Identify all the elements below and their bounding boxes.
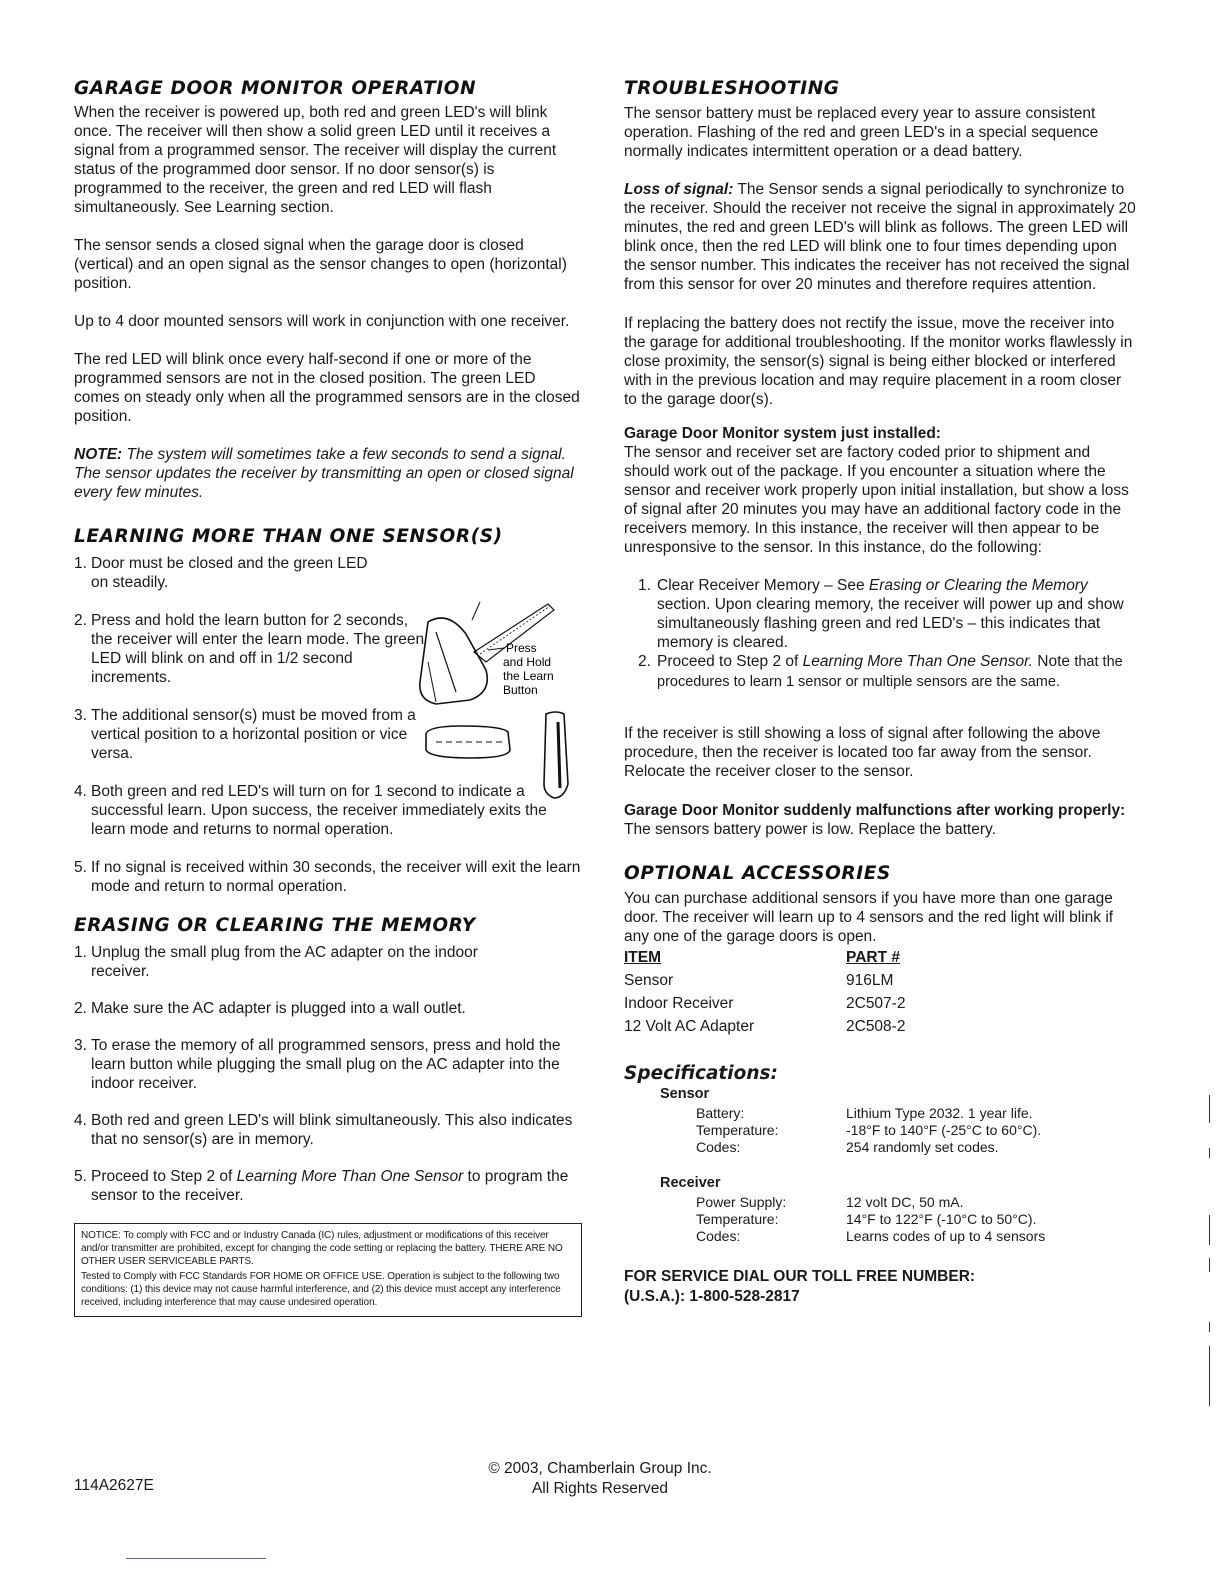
document-number: 114A2627E [74,1477,154,1494]
table-row: Indoor Receiver 2C507-2 [624,995,906,1012]
erasing-step: 1. Unplug the small plug from the AC adapter on the indoor receiver. [74,944,478,980]
service-line-1: FOR SERVICE DIAL OUR TOLL FREE NUMBER: [624,1268,976,1285]
sensor-specs [660,1085,1136,1156]
erasing-step: 5. Proceed to Step 2 of Learning More Than One Sensor to program the sensor to the receiver. [74,1168,569,1204]
spec-row: Codes: 254 randomly set codes. [696,1139,999,1155]
receiver-body [420,618,487,704]
troubleshooting-steps [624,576,1136,692]
operation-paragraph-3: Up to 4 door mounted sensors will work in conjunction with one receiver. [74,313,570,330]
just-installed-heading: Garage Door Monitor system just installed: [624,425,941,442]
learning-step: 3. The additional sensor(s) must be moved from a vertical position to a horizontal position or vice versa. [74,707,416,762]
spec-row: Temperature: 14°F to 122°F (-10°C to 50°C). [696,1211,1037,1227]
note-text: The system will sometimes take a few seconds to send a signal. The sensor updates the receiver by transmitting an open or closed signal every few minutes. [74,446,574,501]
accessories-intro: You can purchase additional sensors if you have more than one garage door. The receiver will learn up to 4 sensors and the red light will blink if any one of the garage doors is open. [624,890,1114,945]
troubleshooting-paragraph-5: If the receiver is still showing a loss of signal after following the above procedure, then the receiver is located too far away from the sensor. Relocate the receiver closer to the sensor. [624,725,1101,780]
fcc-notice-text: NOTICE: To comply with FCC and or Industry Canada (IC) rules, adjustment or modifications of this receiver and/or transmitter are prohibited, except for changing the code setting or replacing the battery. THERE ARE NO OTHER USER SERVICEABLE PARTS. [81,1230,563,1267]
fcc-compliance-text: Tested to Comply with FCC Standards FOR HOME OR OFFICE USE. Operation is subject to the following two conditions: (1) this device may not cause harmful interference, and (2) this device must accept any interference received, including interference that may cause undesired operation. [81,1271,561,1308]
specifications-heading: Specifications: [624,1063,778,1084]
service-phone: (U.S.A.): 1-800-528-2817 [624,1288,800,1305]
item-column-header: ITEM [624,949,662,966]
learning-heading: LEARNING MORE THAN ONE SENSOR(S) [74,526,503,547]
spec-row: Power Supply: 12 volt DC, 50 mA. [696,1194,964,1210]
scan-edge-mark [1209,1095,1210,1123]
spec-row: Codes: Learns codes of up to 4 sensors [696,1228,1046,1244]
operation-paragraph-1: When the receiver is powered up, both red and green LED's will blink once. The receiver will then show a solid green LED until it receives a signal from a programmed sensor. The receiver will display the current status of the programmed door sensor. If no door sensor(s) is programmed to the receiver, the green and red LED will flash simultaneously. See Learning section. [74,104,557,216]
table-row: 12 Volt AC Adapter 2C508-2 [624,1018,906,1035]
receiver-specs [660,1174,1136,1245]
operation-note [74,445,582,502]
operation-heading: GARAGE DOOR MONITOR OPERATION [74,78,477,99]
just-installed-text: The sensor and receiver set are factory coded prior to shipment and should work out of the package. If you encounter a situation where the sensor and receiver work properly upon initial installation, but show a loss of signal after 20 minutes you may have an additional factory code in the receivers memory. In this instance, the receiver will then appear to be unresponsive to the sensor. In this instance, do the following: [624,444,1129,556]
learning-step: 1. Door must be closed and the green LED on steadily. [74,555,368,591]
troubleshooting-paragraph-3: If replacing the battery does not rectify the issue, move the receiver into the garage for additional troubleshooting. If the monitor works flawlessly in close proximity, the sensor(s) signal is being either blocked or interfered with in the previous location and may require placement in a room closer to the garage door(s). [624,315,1133,408]
erasing-heading: ERASING OR CLEARING THE MEMORY [74,915,476,936]
right-column [624,78,1136,1307]
sensor-specs-title: Sensor [660,1086,710,1102]
erasing-step: 4. Both red and green LED's will blink simultaneously. This also indicates that no sensor(s) are in memory. [74,1112,573,1148]
learning-step: 2. Press and hold the learn button for 2 seconds, the receiver will enter the learn mode. The green LED will blink on and off in 1/2 second increments. [74,612,425,686]
accessories-heading: OPTIONAL ACCESSORIES [624,863,891,884]
learning-step: 4. Both green and red LED's will turn on for 1 second to indicate a successful learn. Upon success, the receiver immediately exits the learn mode and returns to normal operation. [74,783,547,838]
troubleshooting-paragraph-1: The sensor battery must be replaced every year to assure consistent operation. Flashing of the red and green LED's in a special sequence normally indicates intermittent operation or a dead battery. [624,105,1099,160]
copyright-block [460,1459,740,1499]
erasing-step: 3. To erase the memory of all programmed sensors, press and hold the learn button while plugging the small plug on the AC adapter into the indoor receiver. [74,1037,561,1092]
note-label: NOTE: [74,446,123,463]
spec-row: Battery: Lithium Type 2032. 1 year life. [696,1105,1033,1121]
troubleshooting-step: 2. Proceed to Step 2 of Learning More Than One Sensor. Note that the procedures to learn 1 sensor or multiple sensors are the same. [638,653,1123,690]
scan-edge-mark [1209,1258,1210,1272]
scan-edge-mark [1209,1322,1210,1332]
malfunction-heading: Garage Door Monitor suddenly malfunctions after working properly: [624,802,1126,819]
erasing-steps [74,943,582,1205]
callout-line-4: Button [503,683,538,697]
sensor-horizontal-icon [426,726,510,758]
table-row: Sensor 916LM [624,972,894,989]
scan-edge-mark [1209,1346,1210,1406]
operation-paragraph-4: The red LED will blink once every half-second if one or more of the programmed sensors are not in the closed position. The green LED comes on steady only when all the programmed sensors are in the closed position. [74,351,580,425]
fcc-notice-box [74,1223,582,1317]
parts-table [624,948,905,1040]
rights-line: All Rights Reserved [531,1480,669,1497]
loss-of-signal-text: The Sensor sends a signal periodically to synchronize to the receiver. Should the receiver not receive the signal in approximately 20 minutes, the red and green LED's will blink as follows. The green LED will blink once, then the red LED will blink one to four times depending upon the sensor number. This indicates the receiver has not received the signal from this sensor for over 20 minutes and therefore requires attention. [624,181,1136,293]
erasing-step: 2. Make sure the AC adapter is plugged into a wall outlet. [74,1000,466,1017]
scan-edge-mark [1209,1215,1210,1245]
callout-line-3: the Learn [503,669,554,683]
learning-step: 5. If no signal is received within 30 seconds, the receiver will exit the learn mode and return to normal operation. [74,859,581,895]
malfunction-text: The sensors battery power is low. Replace the battery. [624,821,996,838]
callout-line-1: Press [506,641,537,655]
copyright-line: © 2003, Chamberlain Group Inc. [488,1460,712,1477]
part-column-header: PART # [846,949,900,966]
callout-line-2: and Hold [503,655,552,669]
bottom-rule [126,1558,266,1559]
operation-paragraph-2: The sensor sends a closed signal when the garage door is closed (vertical) and an open signal as the sensor changes to open (horizontal) position. [74,237,567,292]
loss-of-signal-label: Loss of signal: [624,181,734,198]
sensor-vertical-icon [544,712,568,798]
spec-row: Temperature: -18°F to 140°F (-25°C to 60°C). [696,1122,1042,1138]
service-info [624,1267,1136,1307]
troubleshooting-step: 1. Clear Receiver Memory – See Erasing or Clearing the Memory section. Upon clearing memory, the receiver will power up and show simultaneously flashing green and red LED's – this indicates that memory is cleared. [638,577,1124,651]
receiver-specs-title: Receiver [660,1175,721,1191]
sensor-orientation-illustration [422,706,582,806]
parts-table-header [624,948,905,971]
troubleshooting-heading: TROUBLESHOOTING [624,78,840,99]
receiver-learn-button-illustration [408,592,578,717]
loss-of-signal-paragraph [624,180,1136,294]
scan-edge-mark [1209,1148,1210,1158]
